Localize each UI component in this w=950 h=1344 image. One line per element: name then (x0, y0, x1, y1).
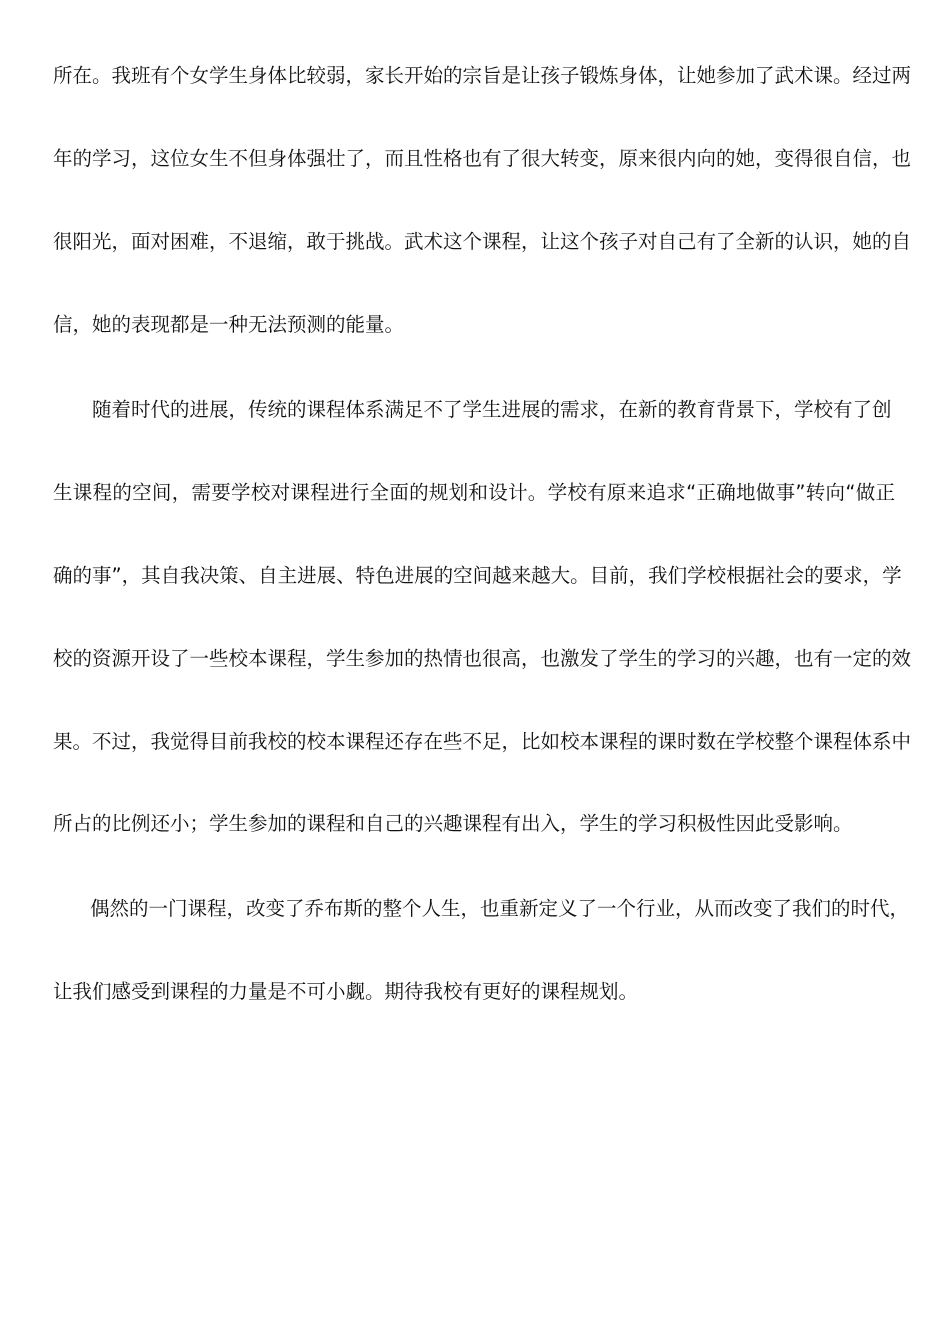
text-line: 生课程的空间，需要学校对课程进行全面的规划和设计。学校有原来追求“正确地做事”转向“做正 (53, 481, 895, 504)
text-line: 偶然的一门课程，改变了乔布斯的整个人生，也重新定义了一个行业，从而改变了我们的时代， (90, 897, 910, 920)
text-line: 果。不过，我觉得目前我校的校本课程还存在些不足，比如校本课程的课时数在学校整个课程体系中 (53, 730, 912, 753)
text-line: 年的学习，这位女生不但身体强壮了，而且性格也有了很大转变，原来很内向的她，变得很自信，也 (53, 147, 912, 170)
text-line: 所占的比例还小；学生参加的课程和自己的兴趣课程有出入，学生的学习积极性因此受影响。 (53, 812, 853, 835)
text-line: 随着时代的进展，传统的课程体系满足不了学生进展的需求，在新的教育背景下，学校有了创 (92, 398, 892, 421)
text-line: 校的资源开设了一些校本课程，学生参加的热情也很高，也激发了学生的学习的兴趣，也有一定的效 (53, 647, 912, 670)
text-line: 信，她的表现都是一种无法预测的能量。 (53, 313, 405, 336)
text-line: 确的事”，其自我决策、自主进展、特色进展的空间越来越大。目前，我们学校根据社会的要求，学 (53, 564, 902, 587)
text-line: 很阳光，面对困难，不退缩，敢于挑战。武术这个课程，让这个孩子对自己有了全新的认识，她的自 (53, 230, 912, 253)
text-line: 所在。我班有个女学生身体比较弱，家长开始的宗旨是让孩子锻炼身体，让她参加了武术课。经过两 (53, 64, 912, 87)
text-line: 让我们感受到课程的力量是不可小觑。期待我校有更好的课程规划。 (53, 980, 639, 1003)
